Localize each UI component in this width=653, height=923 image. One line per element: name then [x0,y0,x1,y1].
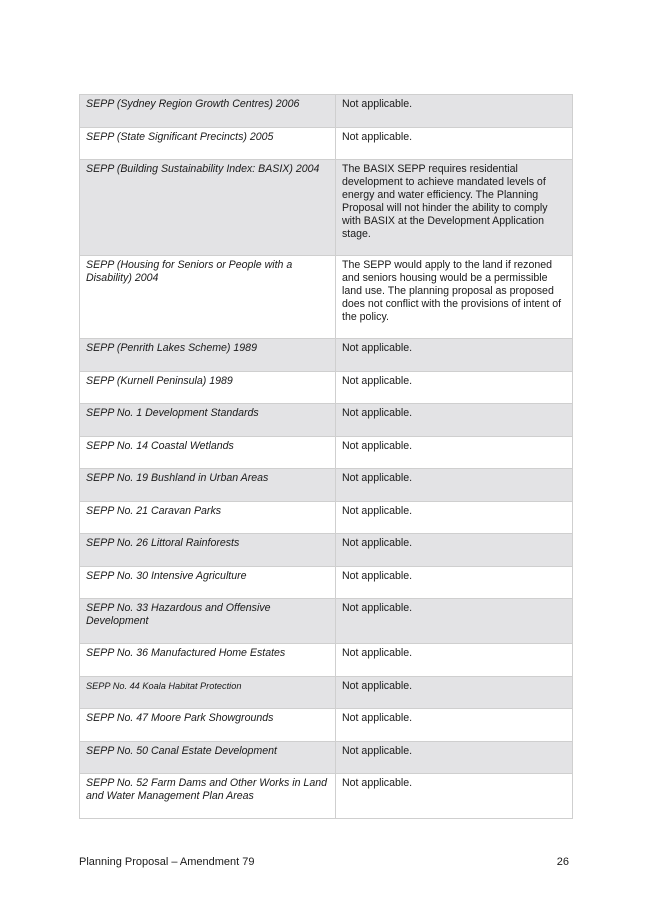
policy-comment-cell: Not applicable. [336,128,573,160]
policy-name-cell: SEPP No. 44 Koala Habitat Protection [80,677,336,709]
policy-name-cell: SEPP No. 14 Coastal Wetlands [80,437,336,469]
table-row [80,95,573,128]
policy-name-cell: SEPP (Sydney Region Growth Centres) 2006 [80,95,336,128]
policy-comment-cell: Not applicable. [336,534,573,567]
table-row [80,774,573,819]
policy-name-cell: SEPP No. 21 Caravan Parks [80,502,336,534]
policy-comment-cell: Not applicable. [336,567,573,599]
policy-comment-cell: Not applicable. [336,774,573,819]
table-row [80,709,573,742]
policy-name-cell: SEPP No. 52 Farm Dams and Other Works in Land and Water Management Plan Areas [80,774,336,819]
table-row [80,128,573,160]
table-row [80,256,573,339]
table-row [80,534,573,567]
sepp-table-body [80,95,573,819]
policy-comment-cell: Not applicable. [336,599,573,644]
policy-name-cell: SEPP (Building Sustainability Index: BASIX) 2004 [80,160,336,256]
policy-name-cell: SEPP No. 19 Bushland in Urban Areas [80,469,336,502]
table-row [80,567,573,599]
table-row [80,469,573,502]
table-row [80,160,573,256]
policy-name-cell: SEPP No. 1 Development Standards [80,404,336,437]
policy-comment-cell: The BASIX SEPP requires residential development to achieve mandated levels of energy and water efficiency. The Planning Proposal will not hinder the ability to comply with BASIX at the Development Application stage. [336,160,573,256]
policy-comment-cell: Not applicable. [336,677,573,709]
table-row [80,742,573,774]
table-row [80,677,573,709]
table-row [80,339,573,372]
table-row [80,644,573,677]
policy-name-cell: SEPP No. 26 Littoral Rainforests [80,534,336,567]
table-row [80,404,573,437]
policy-comment-cell: Not applicable. [336,404,573,437]
policy-comment-cell: Not applicable. [336,709,573,742]
policy-comment-cell: Not applicable. [336,742,573,774]
table-row [80,502,573,534]
sepp-table [79,94,573,819]
policy-name-cell: SEPP No. 33 Hazardous and Offensive Development [80,599,336,644]
policy-name-cell: SEPP (Housing for Seniors or People with a Disability) 2004 [80,256,336,339]
policy-name-cell: SEPP No. 47 Moore Park Showgrounds [80,709,336,742]
table-row [80,437,573,469]
table-row [80,372,573,404]
policy-name-cell: SEPP No. 36 Manufactured Home Estates [80,644,336,677]
policy-comment-cell: Not applicable. [336,437,573,469]
footer-document-title: Planning Proposal – Amendment 79 [79,856,255,868]
policy-comment-cell: Not applicable. [336,469,573,502]
policy-name-cell: SEPP (State Significant Precincts) 2005 [80,128,336,160]
policy-comment-cell: Not applicable. [336,372,573,404]
policy-name-cell: SEPP No. 30 Intensive Agriculture [80,567,336,599]
policy-comment-cell: Not applicable. [336,502,573,534]
policy-comment-cell: Not applicable. [336,95,573,128]
policy-name-cell: SEPP (Kurnell Peninsula) 1989 [80,372,336,404]
policy-name-cell: SEPP No. 50 Canal Estate Development [80,742,336,774]
policy-comment-cell: Not applicable. [336,644,573,677]
policy-comment-cell: Not applicable. [336,339,573,372]
footer-page-number: 26 [556,856,569,868]
policy-name-cell: SEPP (Penrith Lakes Scheme) 1989 [80,339,336,372]
table-row [80,599,573,644]
policy-comment-cell: The SEPP would apply to the land if rezoned and seniors housing would be a permissible land use. The planning proposal as proposed does not conflict with the provisions of intent of the policy. [336,256,573,339]
